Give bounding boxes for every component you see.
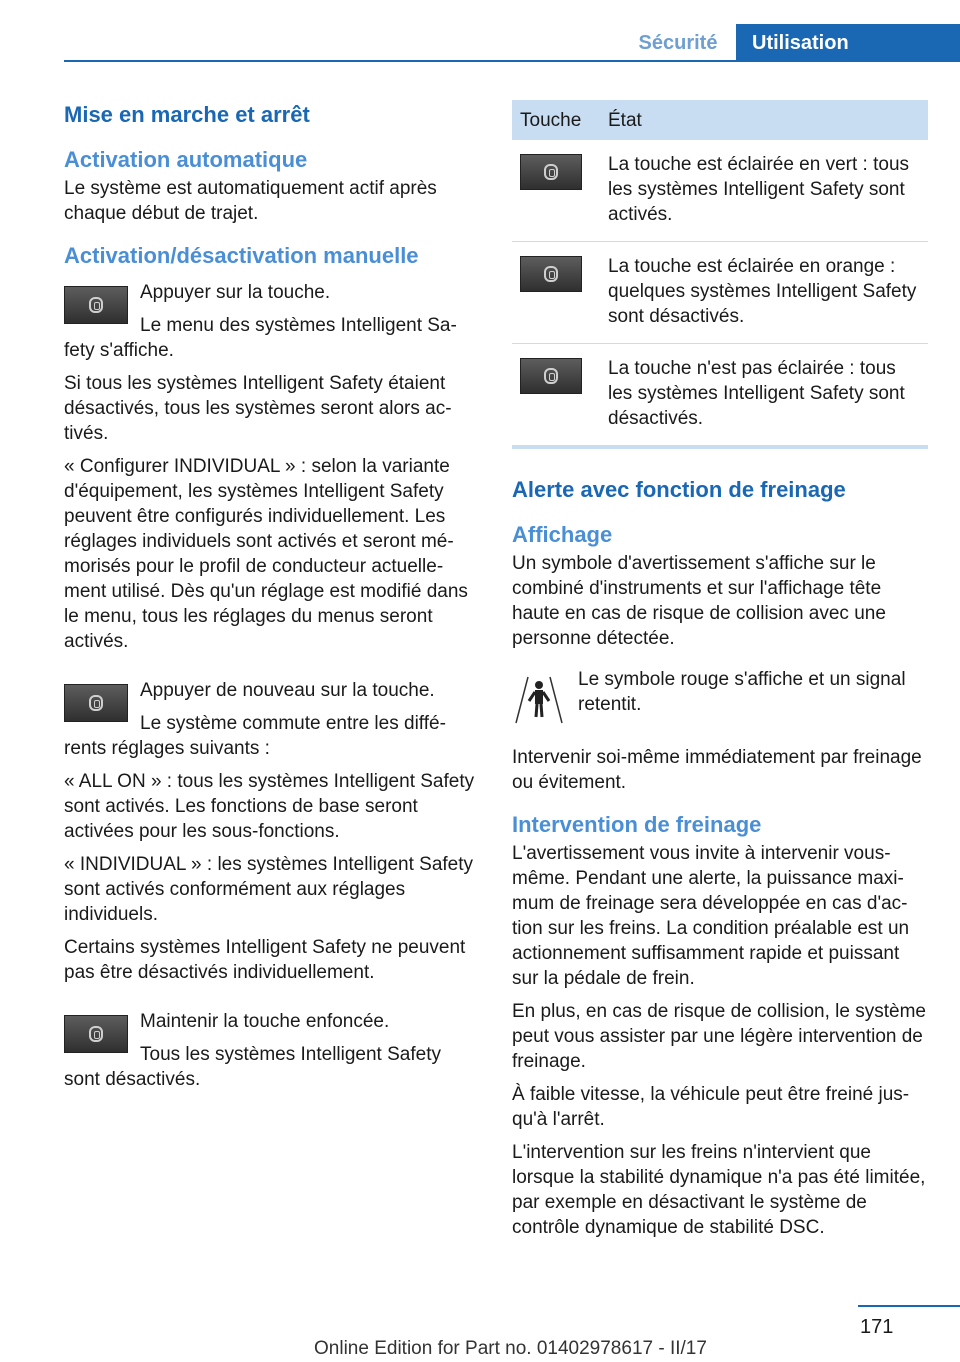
brake-p1: L'avertissement vous invite à intervenir vous-même. Pendant une alerte, la puissance maximum de freinage sera développée en cas d'action sur les freins. La condition préalable est un actionnement suffisamment rapide et puissant sur la pédale de frein.: [512, 843, 910, 989]
para-certain: Certains systèmes Intelligent Safety ne peuvent pas être désactivés individuellement.: [64, 937, 466, 983]
display-heading: Affichage: [512, 522, 613, 547]
step1-line2: Le menu des systèmes Intelligent Safety s'affiche.: [64, 315, 457, 361]
tab-securite[interactable]: Sécurité: [638, 32, 718, 54]
right-column: [512, 100, 928, 1248]
warning-symbol-row: [512, 667, 928, 729]
step1-line1: Appuyer sur la touche.: [140, 282, 331, 303]
step2-line2: Le système commute entre les différents réglages suivants :: [64, 713, 446, 759]
col-header-state: État: [600, 100, 928, 140]
brake-p4: L'intervention sur les freins n'intervient que lorsque la stabilité dynamique n'a pas été limitée, par exemple en désactivant le système de contrôle dynamique de stabilité DSC.: [512, 1142, 926, 1238]
brake-intervention-heading: Intervention de freinage: [512, 812, 762, 837]
intelligent-safety-key-icon: [64, 286, 128, 324]
table-row: [512, 242, 928, 344]
para-all-off: Si tous les systèmes Intelligent Safety étaient désactivés, tous les systèmes seront alors activés.: [64, 373, 452, 444]
step-press-again: [64, 678, 476, 761]
intelligent-safety-key-icon: [64, 684, 128, 722]
tab-utilisation[interactable]: Utilisation: [736, 24, 960, 62]
step3-line1: Maintenir la touche enfoncée.: [140, 1011, 390, 1032]
table-row: [512, 344, 928, 448]
key-orange-icon: [520, 256, 582, 292]
page-number: 171: [860, 1316, 894, 1338]
brake-p3: À faible vitesse, la véhicule peut être freiné jusqu'à l'arrêt.: [512, 1084, 910, 1130]
pedestrian-warning-icon: [512, 671, 566, 725]
step-hold-key: [64, 1009, 476, 1092]
table-row: [512, 140, 928, 242]
state-cell: La touche est éclairée en orange : quelques systèmes Intelligent Safety sont désactivés.: [600, 242, 928, 344]
manual-activation-heading: Activation/désactivation manuelle: [64, 243, 419, 268]
state-cell: La touche est éclairée en vert : tous les systèmes Intelligent Safety sont activés.: [600, 140, 928, 242]
display-text: Un symbole d'avertissement s'affiche sur le combiné d'instruments et sur l'affichage tête haute en cas de risque de collision avec une personne détectée.: [512, 553, 886, 649]
auto-activation-text: Le système est automatiquement actif après chaque début de trajet.: [64, 178, 437, 224]
key-unlit-icon: [520, 358, 582, 394]
key-green-icon: [520, 154, 582, 190]
footer-rule: [858, 1305, 960, 1307]
intervene-text: Intervenir soi-même immédiatement par freinage ou évitement.: [512, 747, 922, 793]
key-state-table: [512, 100, 928, 449]
brake-alert-title: Alerte avec fonction de freinage: [512, 477, 846, 502]
left-column: [64, 100, 476, 1100]
col-header-key: Touche: [512, 100, 600, 140]
brake-p2: En plus, en cas de risque de collision, le système peut vous assister par une légère intervention de freinage.: [512, 1001, 926, 1072]
step2-line1: Appuyer de nouveau sur la touche.: [140, 680, 435, 701]
section-title: Mise en marche et arrêt: [64, 102, 310, 127]
step3-line2: Tous les systèmes Intelligent Safety sont désactivés.: [64, 1044, 441, 1090]
symbol-text: Le symbole rouge s'affiche et un signal retentit.: [578, 669, 906, 715]
state-cell: La touche n'est pas éclairée : tous les systèmes Intelligent Safety sont désactivés.: [600, 344, 928, 448]
para-individual: « INDIVIDUAL » : les systèmes Intelligent Safety sont activés conformément aux réglages individuels.: [64, 854, 474, 925]
para-all-on: « ALL ON » : tous les systèmes Intelligent Safety sont activés. Les fonctions de base seront activées pour les sous-fonctions.: [64, 771, 475, 842]
para-config: « Configurer INDIVIDUAL » : selon la variante d'équipement, les systèmes Intelligent Safety peuvent être configurés individuellement. Les réglages individuels sont activés et seront mémorisés pour le profil de conducteur actuellement utilisé. Dès qu'un réglage est modifié dans le menu, tous les réglages du menus seront activés.: [64, 456, 468, 652]
intelligent-safety-key-icon: [64, 1015, 128, 1053]
auto-activation-heading: Activation automatique: [64, 147, 308, 172]
edition-note: Online Edition for Part no. 01402978617 - II/17: [314, 1338, 707, 1359]
step-press-key: [64, 280, 476, 363]
